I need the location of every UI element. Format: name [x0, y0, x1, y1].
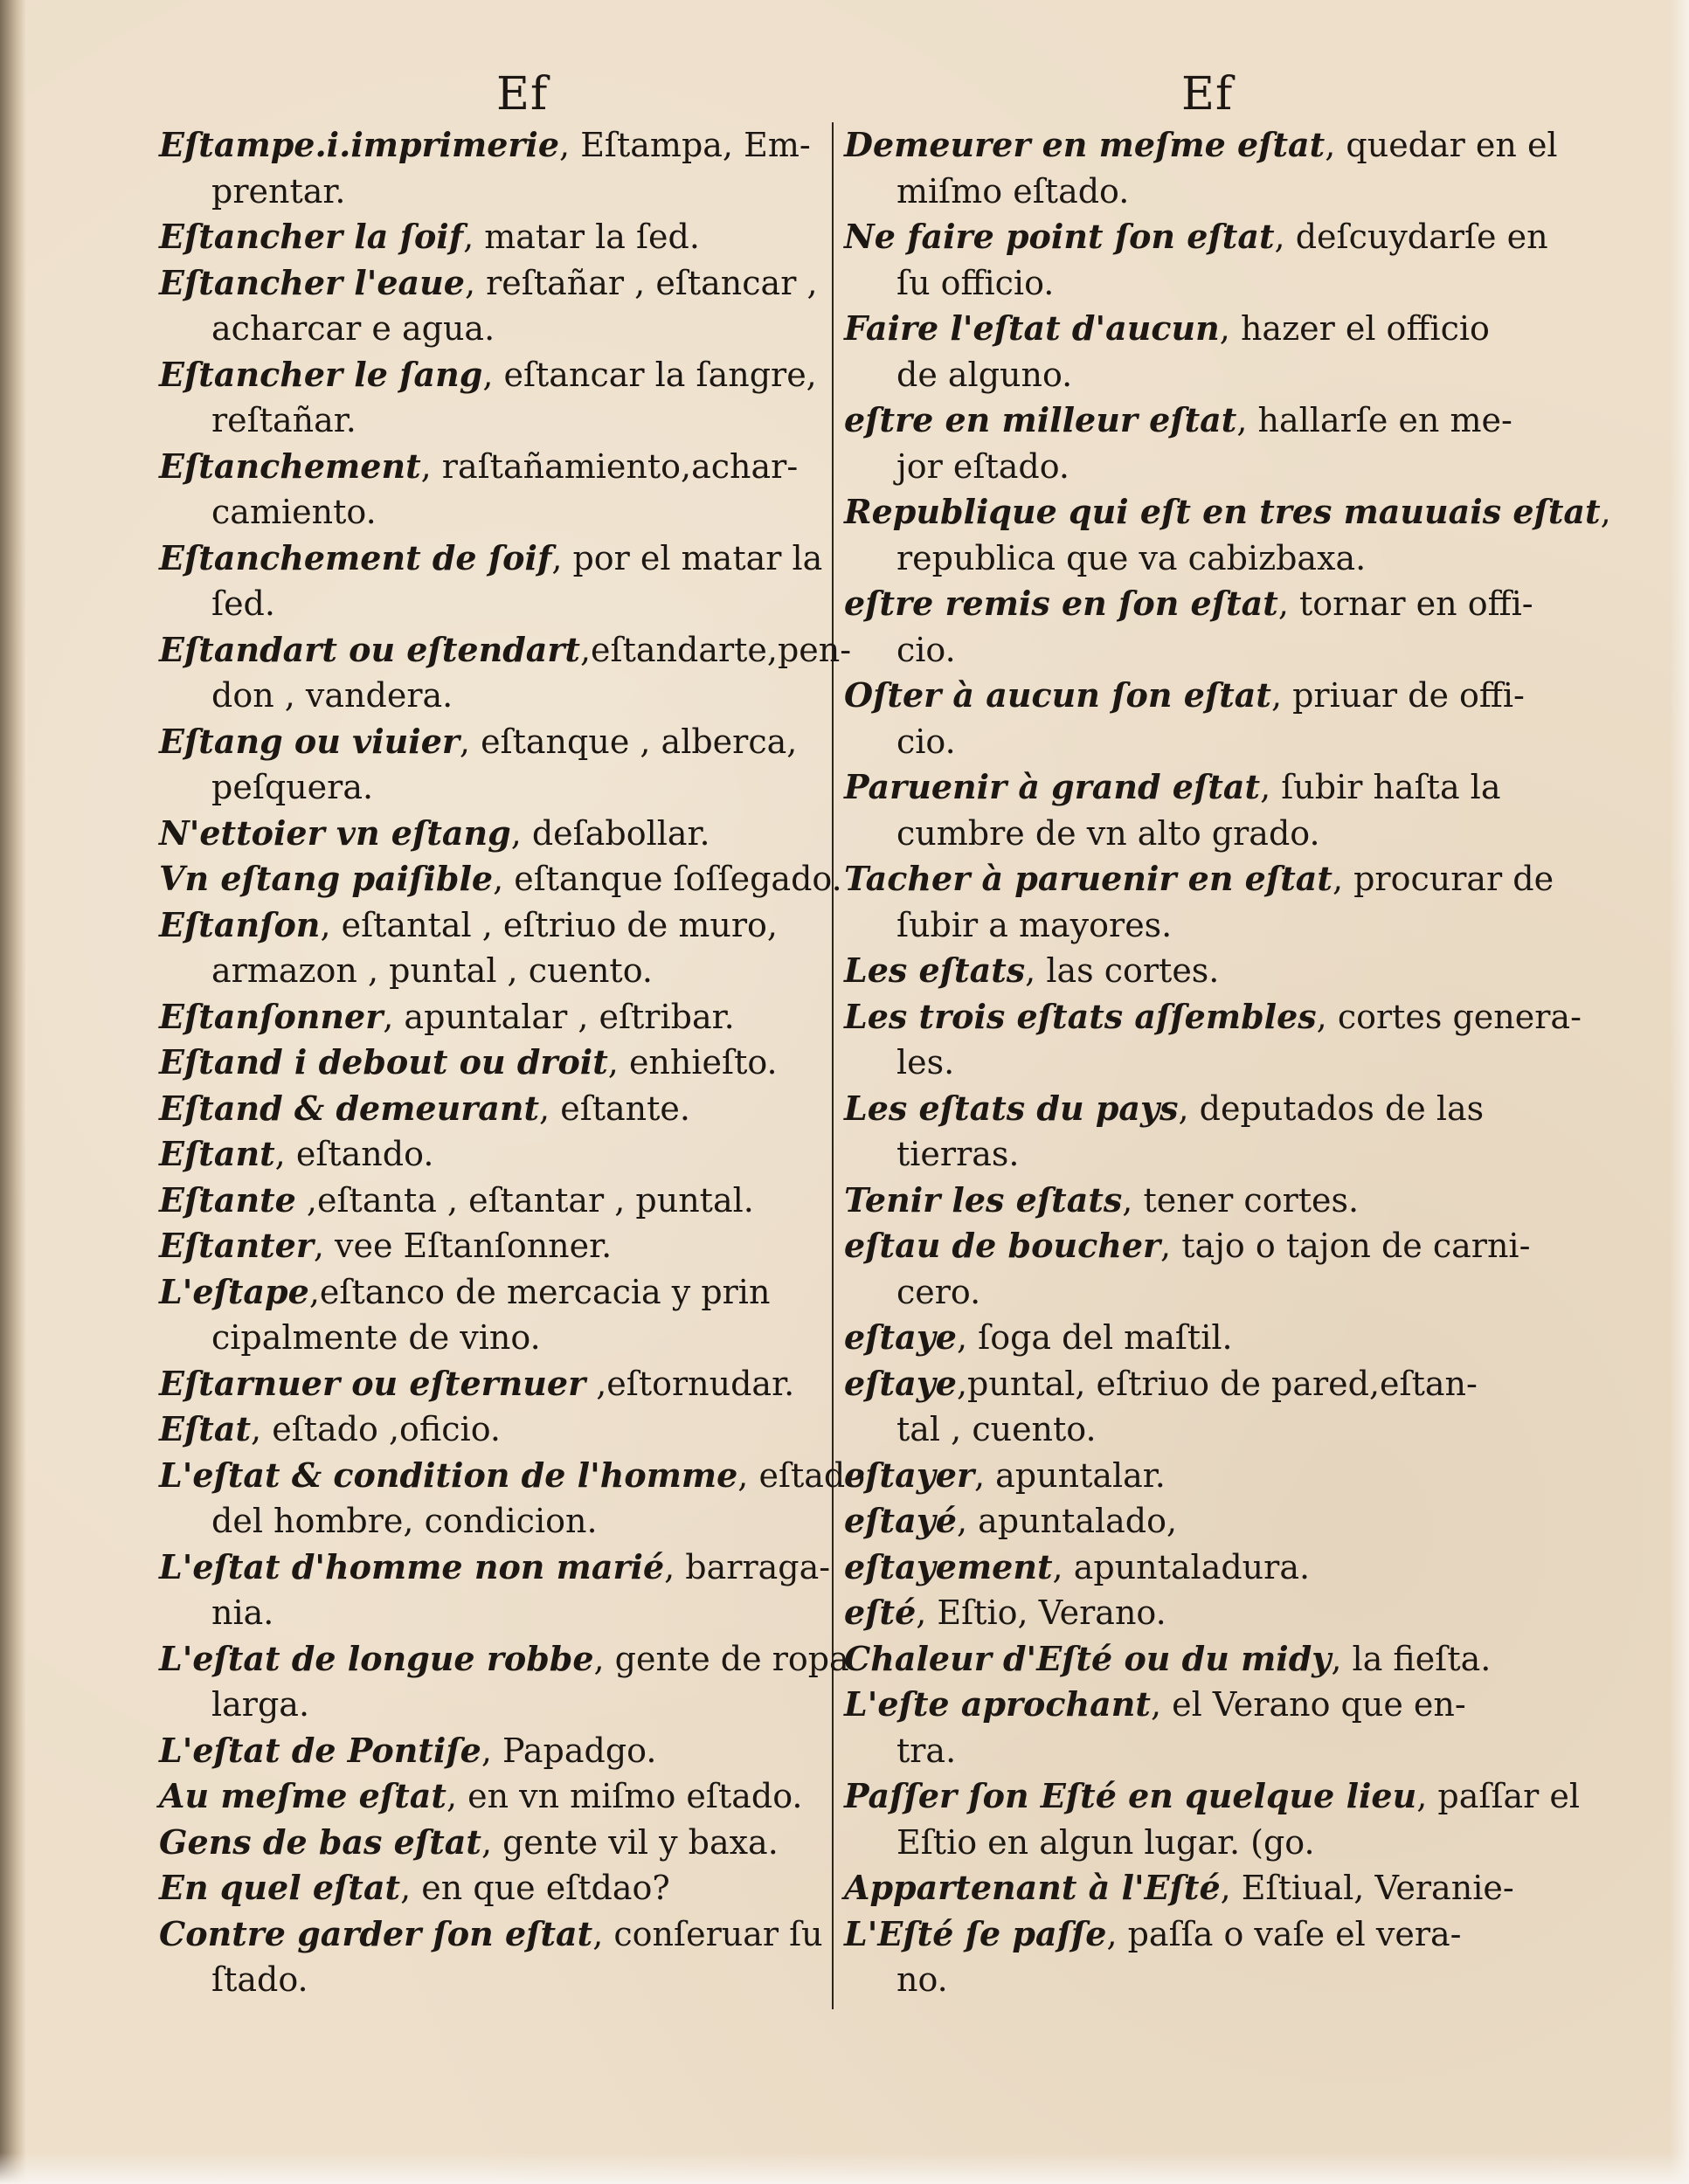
entry-headword: Oſter à aucun ſon eſtat — [844, 675, 1271, 715]
entry-headword: Tacher à paruenir en eſtat — [844, 859, 1333, 898]
entry-definition: , apuntalar. — [973, 1455, 1166, 1495]
entry-continuation: les. — [896, 1043, 955, 1082]
entry-definition: , conſeruar ſu — [592, 1914, 823, 1953]
entry-continuation: prentar. — [211, 171, 346, 211]
entry-headword: Au meſme eſtat — [159, 1776, 446, 1815]
entry-continuation: cio. — [896, 722, 956, 761]
dictionary-entry — [159, 444, 823, 536]
entry-headword: L'eſtape — [159, 1271, 309, 1311]
dictionary-entry — [159, 122, 823, 214]
entry-definition: , cortes genera- — [1316, 997, 1582, 1036]
entry-definition: , matar la ſed. — [463, 218, 700, 256]
dictionary-entry — [844, 1223, 1531, 1315]
entry-headword: eſtre remis en ſon eſtat — [844, 584, 1278, 623]
entry-headword: Eſtante — [159, 1179, 296, 1220]
entry-definition: , deſabollar. — [510, 813, 710, 853]
entry-headword: eſtayement — [844, 1546, 1053, 1586]
dictionary-entry — [159, 1773, 823, 1820]
entry-continuation: del hombre, condicion. — [211, 1502, 598, 1540]
dictionary-entry — [159, 1636, 849, 1728]
entry-continuation: cio. — [896, 630, 956, 669]
entry-headword: eſtre en milleur eſtat — [844, 400, 1237, 439]
entry-definition: , eſtantal , eſtriuo de muro, — [320, 905, 778, 944]
entry-continuation: de alguno. — [896, 355, 1073, 394]
entry-headword: Eſtancher le ſang — [159, 354, 483, 394]
entry-headword: Eſtand i debout ou droit — [159, 1042, 608, 1082]
entry-definition: , eſtado — [737, 1455, 866, 1495]
dictionary-entry — [159, 1086, 823, 1132]
right-column — [844, 122, 1611, 2003]
page-left-edge — [0, 0, 26, 2184]
entry-headword: eſtaye — [844, 1363, 957, 1403]
entry-continuation: cipalmente de vino. — [211, 1318, 541, 1357]
entry-headword: Eſtarnuer ou eſternuer — [159, 1363, 586, 1403]
entry-headword: Eſtampe.i.imprimerie — [159, 125, 560, 164]
entry-headword: eſté — [844, 1593, 917, 1632]
entry-definition: , hallarſe en me- — [1236, 401, 1512, 439]
entry-definition: , eſtado ,oficio. — [251, 1410, 501, 1448]
dictionary-entry — [844, 122, 1558, 214]
entry-headword: En quel eſtat — [159, 1868, 401, 1907]
entry-definition: , por el matar la — [551, 538, 823, 577]
entry-headword: Ne faire point ſon eſtat — [844, 217, 1275, 256]
dictionary-entry — [844, 306, 1508, 397]
entry-definition: , ſoga del maſtil. — [956, 1318, 1233, 1357]
entry-headword: Eſtancher la ſoif — [159, 217, 464, 256]
entry-definition: , hazer el officio — [1219, 309, 1490, 348]
entry-definition: , priuar de offi- — [1270, 676, 1525, 715]
dictionary-entry — [159, 536, 823, 627]
dictionary-entry — [159, 1406, 823, 1453]
entry-definition: , gente de ropa — [593, 1639, 849, 1678]
dictionary-entry — [844, 1590, 1508, 1636]
entry-continuation: tierras. — [896, 1135, 1020, 1173]
entry-definition: , quedar en el — [1325, 126, 1558, 164]
entry-definition: , ſubir haſta la — [1260, 768, 1501, 806]
entry-headword: Eſtanchement — [159, 446, 421, 486]
dictionary-entry — [844, 948, 1508, 994]
entry-headword: L'eſte aprochant — [844, 1684, 1151, 1724]
entry-definition: , eſtando. — [274, 1135, 434, 1173]
entry-definition: , vee Eſtanſonner. — [313, 1227, 613, 1265]
entry-definition: , tener cortes. — [1122, 1180, 1360, 1220]
entry-headword: L'eſtat de longue robbe — [159, 1638, 594, 1678]
entry-continuation: don , vandera. — [211, 676, 453, 715]
dictionary-entry — [159, 1728, 823, 1774]
entry-definition: , reſtañar , eſtancar , — [464, 263, 818, 302]
entry-headword: Eſtancher l'eaue — [159, 262, 465, 302]
entry-headword: eſtau de boucher — [844, 1226, 1161, 1265]
entry-definition: , Eſtampa, Em- — [559, 126, 811, 164]
entry-headword: Eſtanſonner — [159, 996, 384, 1036]
entry-continuation: no. — [896, 1960, 948, 1999]
entry-definition: , eſtanque ſoſſegado. — [493, 860, 842, 898]
entry-headword: Eſtandart ou eſtendart — [159, 629, 580, 669]
entry-definition: , eſtancar la ſangre, — [482, 355, 817, 394]
entry-headword: Chaleur d'Eſté ou du midy — [844, 1638, 1332, 1678]
dictionary-entry — [159, 1453, 866, 1545]
entry-headword: eſtaye — [844, 1317, 957, 1357]
dictionary-entry — [844, 1636, 1508, 1683]
page-right-edge — [1670, 0, 1689, 2184]
entry-definition: , eſtanque , alberca, — [459, 722, 798, 761]
entry-continuation: camiento. — [211, 493, 377, 531]
dictionary-entry — [159, 627, 852, 719]
dictionary-entry — [159, 1269, 823, 1361]
dictionary-entry — [844, 1545, 1508, 1591]
entry-definition: , en que eſtdao? — [400, 1869, 670, 1907]
dictionary-entry — [159, 856, 842, 902]
entry-definition: , apuntaladura. — [1052, 1547, 1311, 1586]
dictionary-entry — [159, 1223, 823, 1269]
entry-headword: Vn eſtang paiſible — [159, 859, 494, 898]
dictionary-entry — [844, 1911, 1508, 2003]
entry-continuation: ſtado. — [211, 1960, 308, 1999]
entry-definition: , procurar de — [1332, 860, 1554, 898]
entry-definition: , deputados de las — [1178, 1089, 1485, 1128]
entry-headword: eſtayer — [844, 1455, 974, 1495]
dictionary-entry — [844, 994, 1582, 1086]
left-column-header: Ef — [496, 68, 549, 121]
entry-definition: , tornar en offi- — [1277, 584, 1533, 623]
entry-headword: Faire l'eſtat d'aucun — [844, 308, 1220, 348]
dictionary-entry — [844, 1498, 1508, 1545]
entry-continuation: Eſtio en algun lugar. (go. — [896, 1822, 1315, 1862]
entry-continuation: ſubir a mayores. — [896, 905, 1173, 944]
entry-continuation: reſtañar. — [211, 401, 356, 439]
entry-headword: Les trois eſtats aſſembles — [844, 996, 1317, 1036]
dictionary-entry — [159, 811, 823, 857]
entry-headword: Eſtant — [159, 1134, 275, 1173]
entry-headword: Eſtang ou viuier — [159, 721, 460, 761]
entry-headword: Eſtanſon — [159, 904, 321, 944]
entry-definition: , Eſtiual, Veranie- — [1220, 1869, 1514, 1907]
entry-headword: Demeurer en meſme eſtat — [844, 125, 1326, 164]
entry-definition: ,eſtanco de mercacia y prin — [308, 1272, 771, 1311]
dictionary-entry — [159, 1545, 831, 1636]
entry-definition: , paſſar el — [1416, 1777, 1581, 1815]
dictionary-entry — [844, 1773, 1581, 1865]
entry-headword: Gens de bas eſtat — [159, 1821, 481, 1862]
dictionary-entry — [159, 1911, 823, 2003]
entry-continuation: cumbre de vn alto grado. — [896, 813, 1320, 853]
dictionary-entry — [844, 214, 1548, 306]
entry-definition: , el Verano que en- — [1150, 1685, 1466, 1724]
entry-headword: Paſſer ſon Eſté en quelque lieu — [844, 1776, 1417, 1815]
entry-continuation: cero. — [896, 1272, 981, 1311]
entry-continuation: miſmo eſtado. — [896, 171, 1130, 211]
entry-headword: Appartenant à l'Eſté — [844, 1868, 1221, 1907]
dictionary-entry — [844, 489, 1611, 581]
entry-definition: ,eſtornudar. — [585, 1364, 795, 1403]
entry-definition: , barraga- — [664, 1547, 831, 1586]
entry-definition: , la fieſta. — [1331, 1639, 1492, 1678]
dictionary-entry — [159, 1361, 823, 1407]
dictionary-entry — [844, 1453, 1508, 1499]
entry-headword: Les eſtats du pays — [844, 1088, 1179, 1128]
dictionary-entry — [844, 1315, 1508, 1361]
entry-definition: , — [1600, 493, 1611, 531]
entry-continuation: peſquera. — [211, 768, 374, 806]
entry-headword: Eſtat — [159, 1409, 252, 1448]
entry-continuation: ſed. — [211, 584, 275, 623]
dictionary-entry — [844, 581, 1533, 673]
dictionary-entry — [159, 260, 823, 352]
right-column-header: Ef — [1181, 68, 1234, 121]
dictionary-entry — [159, 214, 823, 260]
entry-continuation: tra. — [896, 1731, 957, 1770]
entry-definition: , en vn miſmo eſtado. — [446, 1777, 803, 1815]
dictionary-entry — [844, 764, 1508, 856]
entry-definition: , apuntalar , eſtribar. — [383, 997, 735, 1036]
entry-headword: Tenir les eſtats — [844, 1179, 1123, 1220]
column-divider — [832, 122, 834, 2009]
dictionary-entry — [159, 1040, 823, 1086]
entry-definition: , Eſtio, Verano. — [916, 1593, 1166, 1632]
entry-continuation: larga. — [211, 1685, 310, 1724]
dictionary-entry — [844, 1086, 1508, 1178]
page-bottom-edge — [0, 2153, 1689, 2184]
dictionary-entry — [159, 994, 823, 1040]
entry-definition: , paſſa o vaſe el vera- — [1106, 1914, 1462, 1953]
entry-continuation: armazon , puntal , cuento. — [211, 951, 653, 990]
dictionary-entry — [844, 856, 1554, 948]
dictionary-entry — [844, 1865, 1514, 1911]
entry-headword: Les eſtats — [844, 950, 1026, 990]
entry-headword: L'eſtat & condition de l'homme — [159, 1455, 738, 1495]
entry-definition: ,eſtanta , eſtantar , puntal. — [295, 1180, 754, 1220]
entry-headword: Paruenir à grand eſtat — [844, 767, 1261, 806]
entry-continuation: republica que va cabizbaxa. — [896, 538, 1367, 577]
entry-headword: Eſtanchement de ſoif — [159, 537, 552, 577]
dictionary-entry — [844, 397, 1512, 489]
entry-headword: Contre garder ſon eſtat — [159, 1913, 593, 1953]
entry-headword: N'ettoier vn eſtang — [159, 812, 511, 853]
left-column — [159, 122, 866, 2003]
entry-definition: , tajo o tajon de carni- — [1160, 1227, 1531, 1265]
dictionary-entry — [844, 1682, 1508, 1773]
entry-definition: , las cortes. — [1025, 951, 1220, 990]
entry-continuation: nia. — [211, 1593, 274, 1632]
entry-definition: , raſtañamiento,achar- — [420, 446, 799, 486]
entry-definition: , eſtante. — [539, 1089, 690, 1128]
dictionary-entry — [844, 1178, 1508, 1224]
entry-definition: , deſcuydarſe en — [1274, 218, 1548, 256]
dictionary-entry — [159, 1865, 823, 1911]
entry-headword: L'eſtat de Pontiſe — [159, 1730, 481, 1770]
entry-continuation: ſu officio. — [896, 263, 1055, 302]
entry-continuation: tal , cuento. — [896, 1410, 1097, 1448]
dictionary-entry — [159, 719, 823, 811]
dictionary-entry — [159, 1820, 823, 1866]
entry-definition: , gente vil y baxa. — [481, 1822, 779, 1862]
dictionary-entry — [159, 902, 823, 994]
entry-headword: L'eſtat d'homme non marié — [159, 1546, 665, 1586]
entry-definition: ,eſtandarte,pen- — [579, 630, 852, 669]
entry-definition: , enhieſto. — [607, 1043, 778, 1082]
entry-definition: ,puntal, eſtriuo de pared,eſtan- — [956, 1364, 1478, 1403]
dictionary-entry — [844, 673, 1525, 764]
entry-continuation: jor eſtado. — [896, 446, 1069, 486]
dictionary-entry — [159, 352, 823, 444]
entry-headword: Eſtand & demeurant — [159, 1088, 540, 1128]
entry-headword: Republique qui eſt en tres mauuais eſtat — [844, 492, 1601, 531]
dictionary-entry — [159, 1178, 823, 1224]
dictionary-entry — [159, 1131, 823, 1178]
entry-definition: , Papadgo. — [481, 1731, 657, 1770]
entry-definition: , apuntalado, — [956, 1502, 1178, 1540]
entry-headword: eſtayé — [844, 1501, 957, 1540]
entry-headword: L'Eſté ſe paſſe — [844, 1913, 1107, 1953]
dictionary-entry — [844, 1361, 1508, 1453]
entry-continuation: acharcar e agua. — [211, 309, 495, 348]
entry-headword: Eſtanter — [159, 1226, 314, 1265]
